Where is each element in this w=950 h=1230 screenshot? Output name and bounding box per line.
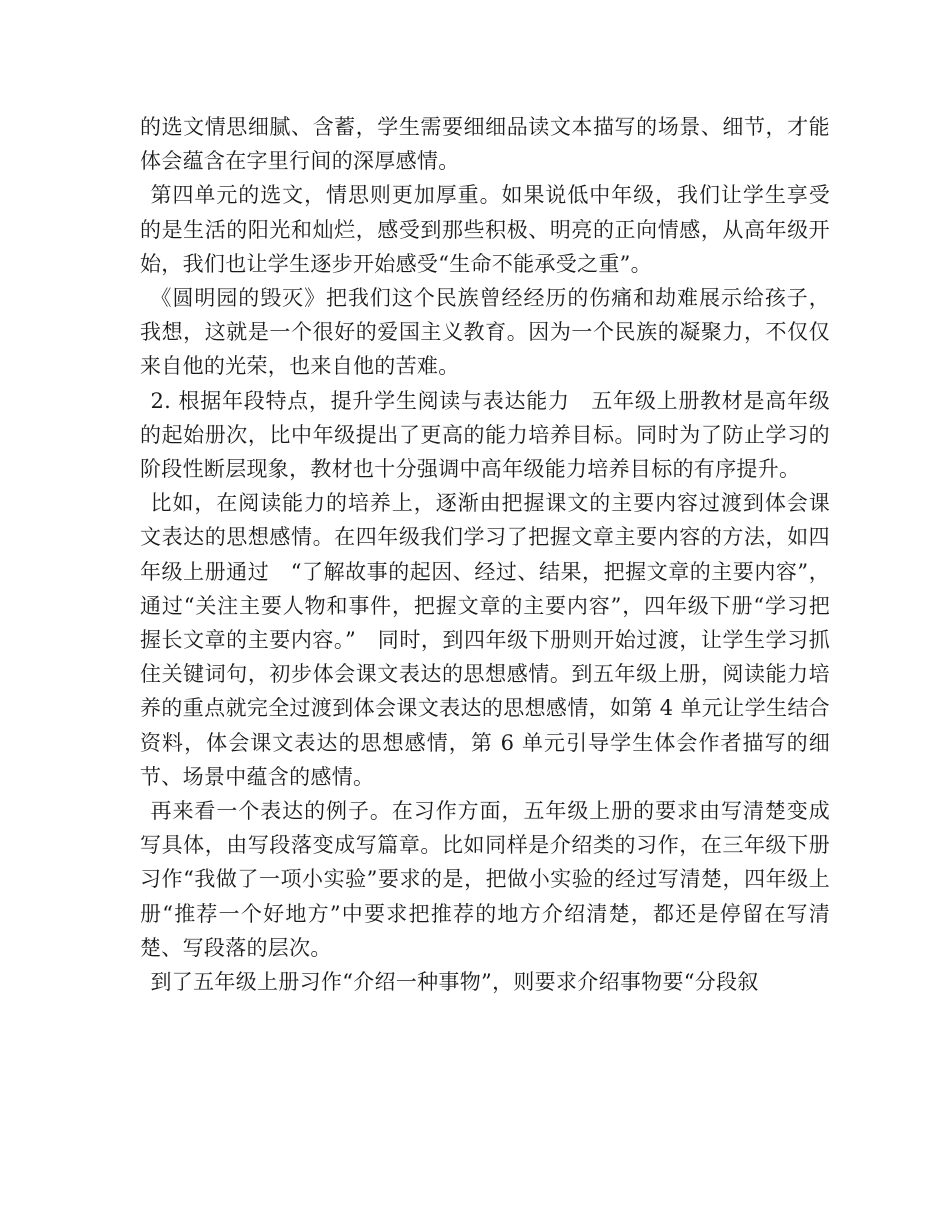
paragraph-2: 第四单元的选文，情思则更加厚重。如果说低中年级，我们让学生享受的是生活的阳光和灿烂，感受到那些积极、明亮的正向情感，从高年级开始，我们也让学生逐步开始感受“生命不能承受之重”。 [140,183,830,276]
paragraph-5: 比如，在阅读能力的培养上，逐渐由把握课文的主要内容过渡到体会课文表达的思想感情。在四年级我们学习了把握文章主要内容的方法，如四年级上册通过 “了解故事的起因、经过、结果，把握文章的主要内容”，通过“关注主要人物和事件，把握文章的主要内容”，四年级下册“学习把握长文章的主要内容。” 同时，到四年级下册则开始过渡，让学生学习抓住关键词句，初步体会课文表达的思想感情。到五年级上册，阅读能力培养的重点就完全过渡到体会课文表达的思想感情，如第 4 单元让学生结合资料，体会课文表达的思想感情，第 6 单元引导学生体会作者描写的细节、场景中蕴含的感情。 [140,491,830,789]
paragraph-3: 《圆明园的毁灭》把我们这个民族曾经经历的伤痛和劫难展示给孩子，我想，这就是一个很好的爱国主义教育。因为一个民族的凝聚力，不仅仅来自他的光荣，也来自他的苦难。 [140,286,830,379]
paragraph-4: 2. 根据年段特点，提升学生阅读与表达能力 五年级上册教材是高年级的起始册次，比中年级提出了更高的能力培养目标。同时为了防止学习的阶段性断层现象，教材也十分强调中高年级能力培养目标的有序提升。 [140,388,830,482]
paragraph-7: 到了五年级上册习作“介绍一种事物”，则要求介绍事物要“分段叙 [150,970,759,995]
paragraph-1: 的选文情思细腻、含蓄，学生需要细细品读文本描写的场景、细节，才能体会蕴含在字里行间的深厚感情。 [140,115,830,174]
document-page [140,110,830,999]
paragraph-6: 再来看一个表达的例子。在习作方面，五年级上册的要求由写清楚变成写具体，由写段落变成写篇章。比如同样是介绍类的习作，在三年级下册习作“我做了一项小实验”要求的是，把做小实验的经过写清楚，四年级上册“推荐一个好地方”中要求把推荐的地方介绍清楚，都还是停留在写清楚、写段落的层次。 [140,799,830,960]
